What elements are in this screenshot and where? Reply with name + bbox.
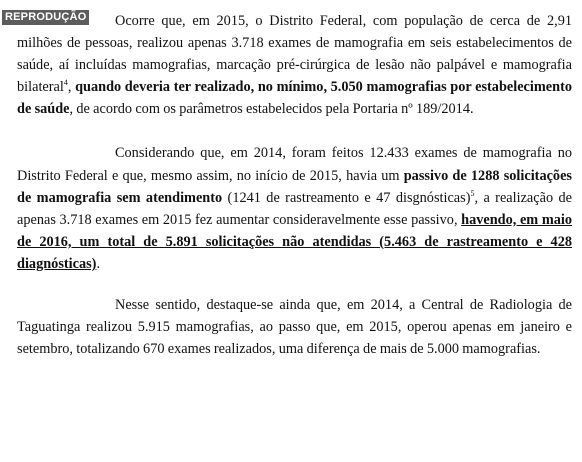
paragraph-2 bbox=[17, 142, 572, 275]
paragraph-1-text: Ocorre que, em 2015, o Distrito Federal, com população de cerca de 2,91 milhões de pessoas, realizou apenas 3.718 exames de mamografia em seis estabelecimentos de saúde, aí incluídas mamografias, marcação pré-cirúrgica de lesão não palpável e mamografia bilateral bbox=[17, 13, 572, 96]
paragraph-2-emphasis: passivo de 1288 solicitações de mamografia sem atendimento bbox=[17, 167, 572, 206]
paragraph-2-text-2: (1241 de rastreamento e 47 disgnósticas) bbox=[222, 189, 471, 206]
paragraph-1-emphasis: quando deveria ter realizado, no mínimo, 5.050 mamografias por estabelecimento de saúde bbox=[17, 79, 572, 118]
paragraph-3: Nesse sentido, destaque-se ainda que, em 2014, a Central de Radiologia de Taguatinga realizou 5.915 mamografias, ao passo que, em 2015, operou apenas em janeiro e setembro, totalizando 670 exames realizados, uma diferença de mais de 5.000 mamografias. bbox=[17, 297, 572, 358]
paragraph-2-text-3: , a realização de apenas 3.718 exames em 2015 fez aumentar consideravelmente esse passivo, bbox=[17, 189, 572, 228]
paragraph-1-text-2: , bbox=[67, 79, 76, 96]
document-body bbox=[17, 10, 572, 360]
watermark-badge: REPRODUÇÃO bbox=[2, 10, 89, 25]
paragraph-1-text-3: , de acordo com os parâmetros estabelecidos pela Portaria nº 189/2014. bbox=[69, 101, 474, 118]
footnote-ref-4[interactable]: 4 bbox=[63, 78, 68, 88]
footnote-ref-5[interactable]: 5 bbox=[470, 188, 475, 198]
paragraph-1 bbox=[17, 10, 572, 120]
paragraph-2-text-4: . bbox=[96, 255, 101, 272]
paragraph-2-text: Considerando que, em 2014, foram feitos 12.433 exames de mamografia no Distrito Federal e que, mesmo assim, no início de 2015, havia um bbox=[17, 145, 572, 184]
paragraph-2-underlined-emphasis: havendo, em maio de 2016, um total de 5.891 solicitações não atendidas (5.463 de rastreamento e 428 diagnósticas) bbox=[17, 211, 573, 272]
